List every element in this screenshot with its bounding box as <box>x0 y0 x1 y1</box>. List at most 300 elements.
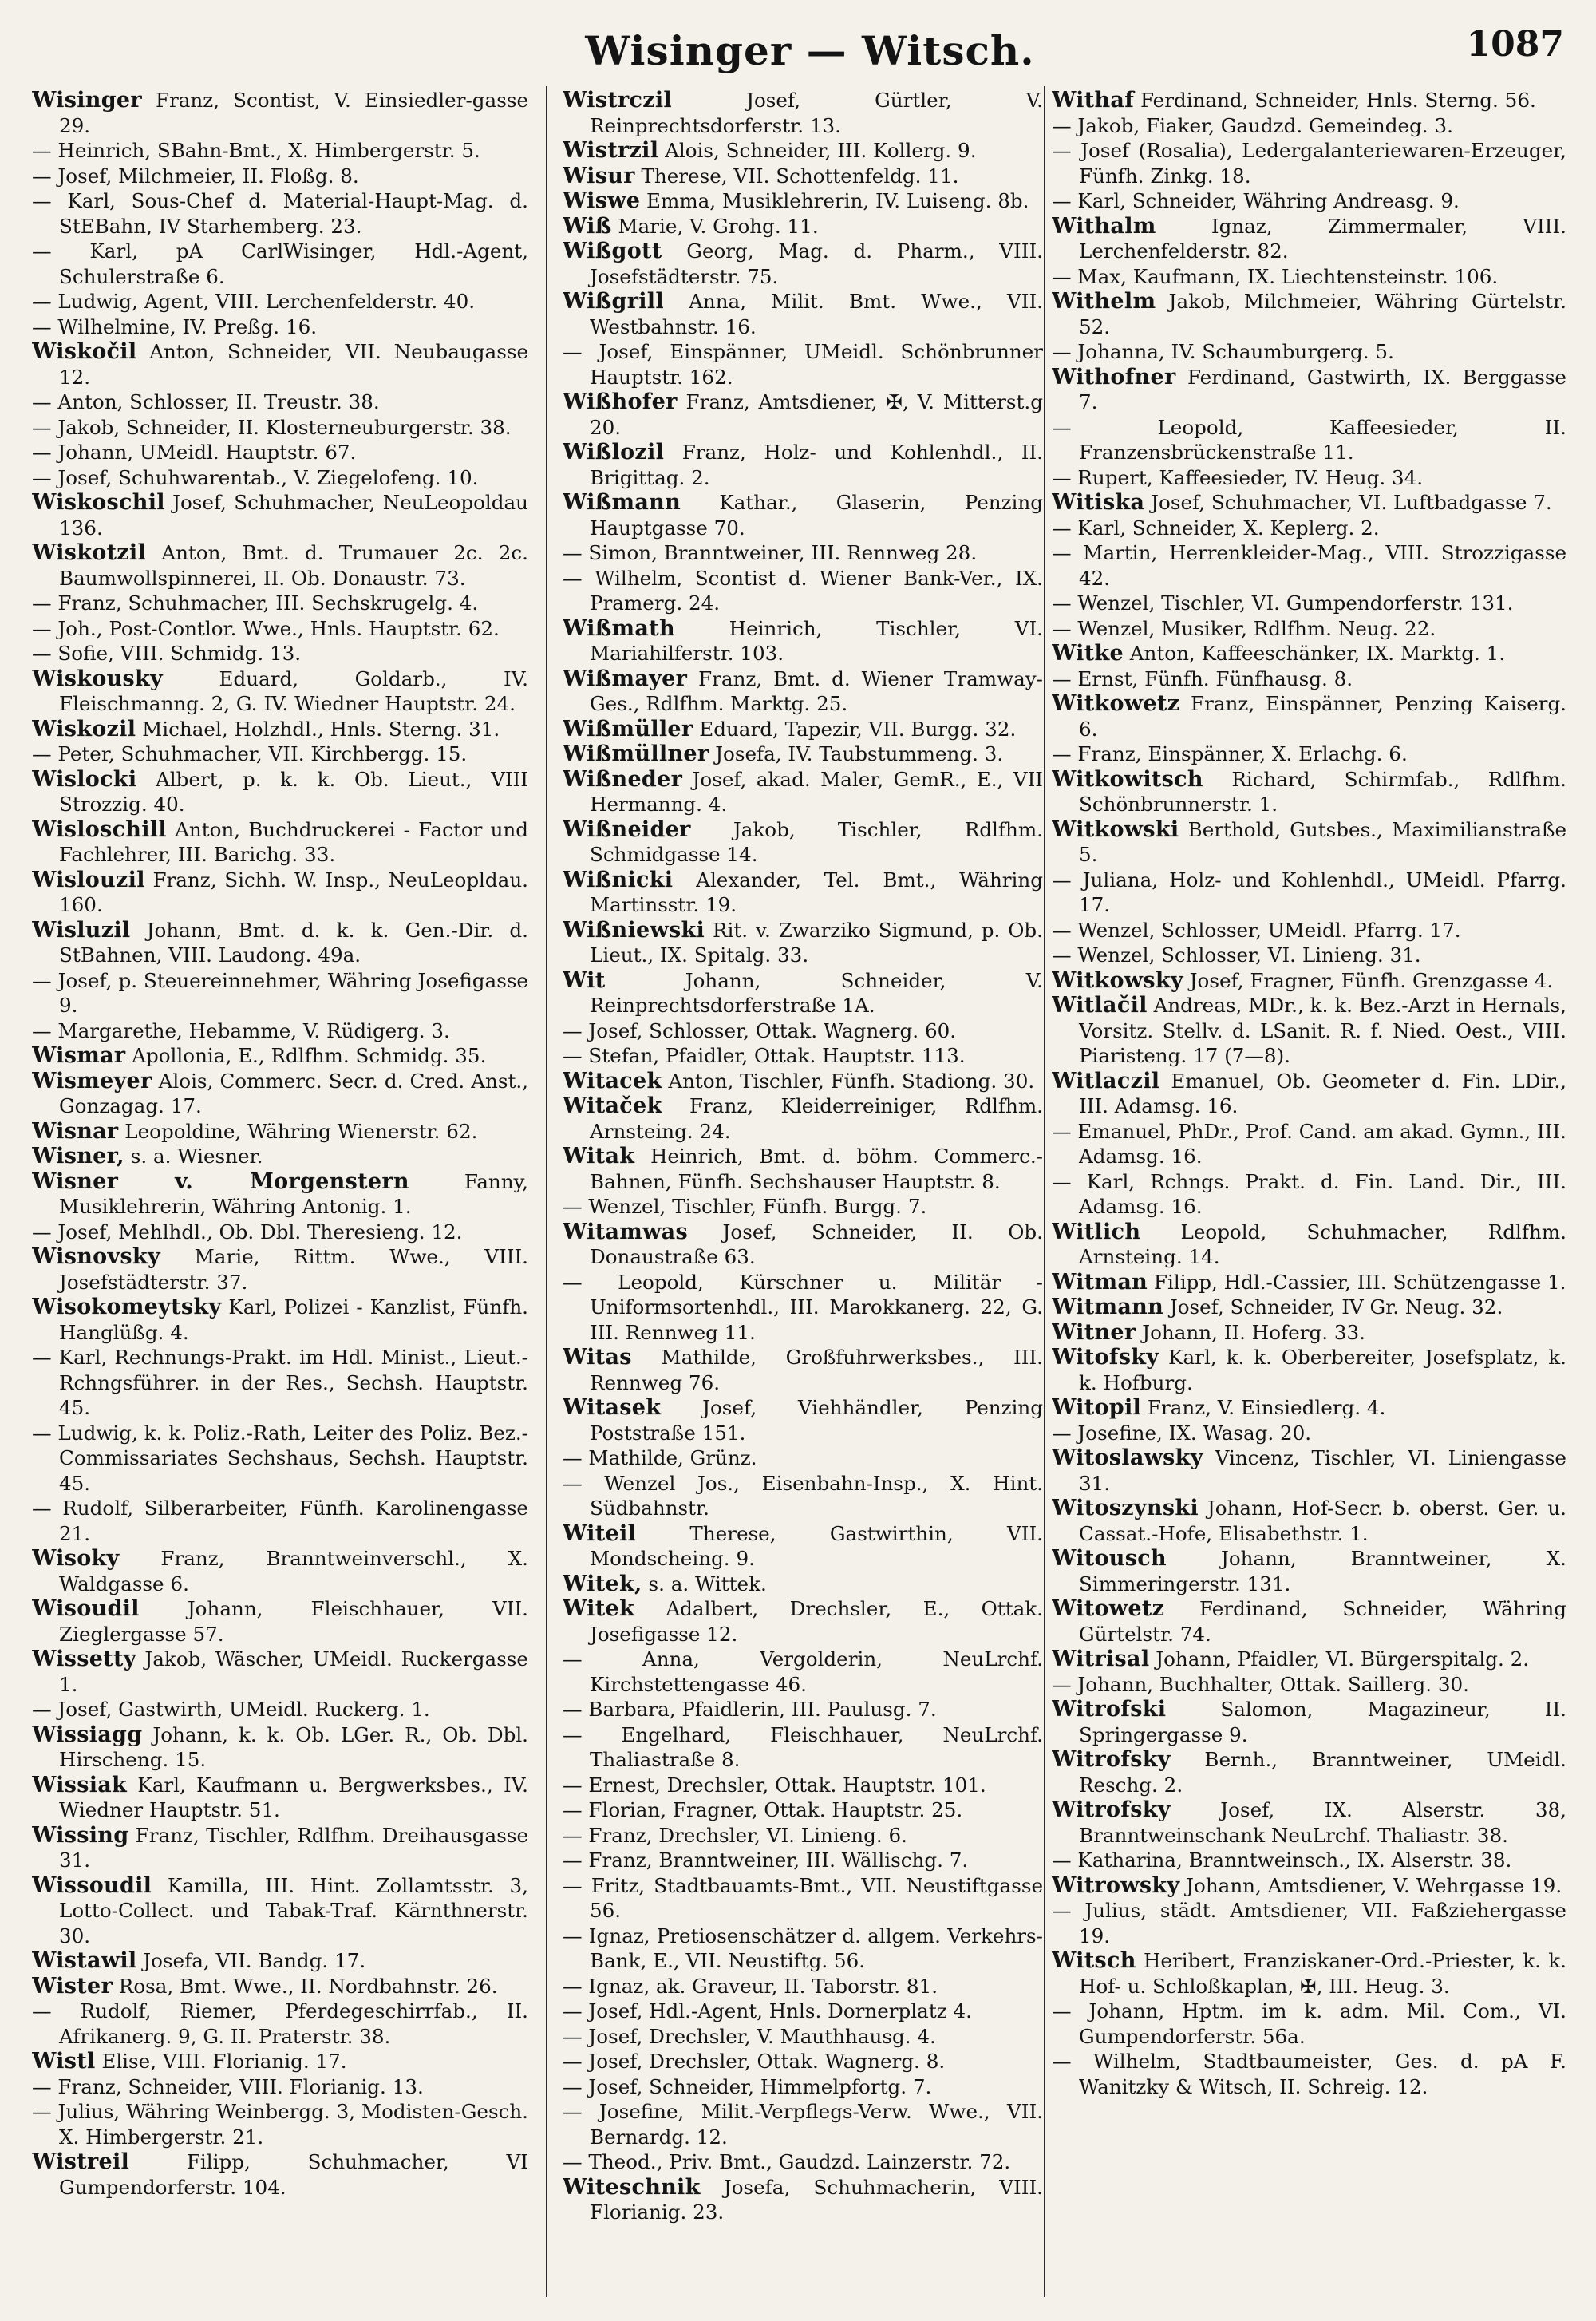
entry-details: Josef, Gürtler, V. Reinprechtsdorferstr. 13. <box>590 89 1043 137</box>
entry-details: Leopoldine, Währing Wienerstr. 62. <box>118 1119 478 1143</box>
entry-surname: Witak <box>563 1144 635 1168</box>
entry-details: — Josef, Schuhwarentab., V. Ziegelofeng. 10. <box>32 465 479 489</box>
entry-details: Jakob, Milchmeier, Währing Gürtelstr. 52. <box>1079 290 1566 338</box>
entry-details: — Florian, Fragner, Ottak. Hauptstr. 25. <box>563 1798 963 1821</box>
entry-details: Bernh., Branntweiner, UMeidl. Reschg. 2. <box>1079 1748 1566 1797</box>
entry-details: s. a. Wittek. <box>642 1572 767 1595</box>
entry-details: Ferdinand, Gastwirth, IX. Berggasse 7. <box>1079 365 1566 413</box>
entry-surname: Witke <box>1052 641 1124 666</box>
entry-details: — Fritz, Stadtbauamts-Bmt., VII. Neustiftgasse 56. <box>563 1873 1043 1922</box>
entry-details: Vincenz, Tischler, VI. Liniengasse 31. <box>1079 1446 1566 1495</box>
entry-details: Josef, akad. Maler, GemR., E., VII Hermanng. 4. <box>590 767 1043 816</box>
directory-entry <box>1052 1496 1566 1546</box>
entry-details: Anton, Kaffeeschänker, IX. Marktg. 1. <box>1123 642 1506 665</box>
directory-entry <box>1052 1270 1566 1295</box>
entry-surname: Witrofsky <box>1052 1747 1171 1772</box>
entry-details: — Josef, Einspänner, UMeidl. Schönbrunner Hauptstr. 162. <box>563 340 1043 389</box>
entry-surname: Wistl <box>32 2049 96 2074</box>
entry-details: Josefa, IV. Taubstummeng. 3. <box>709 742 1004 765</box>
directory-entry <box>32 1496 528 1546</box>
directory-entry <box>563 440 1043 490</box>
directory-entry <box>563 1797 1043 1823</box>
directory-entry <box>1052 1647 1566 1672</box>
entry-details: — Karl, Schneider, X. Keplerg. 2. <box>1052 516 1380 540</box>
entry-details: Ferdinand, Schneider, Hnls. Sterng. 56. <box>1134 89 1536 112</box>
entry-details: Franz, Kleiderreiniger, Rdlfhm. Arnsteing. 24. <box>590 1094 1043 1143</box>
entry-details: Anton, Buchdruckerei - Factor und Fachlehrer, III. Barichg. 33. <box>59 817 528 866</box>
directory-entry <box>563 968 1043 1018</box>
entry-details: Kathar., Glaserin, Penzing Hauptgasse 70. <box>590 491 1043 540</box>
entry-details: — Josef, Schneider, Himmelpfortg. 7. <box>563 2074 932 2098</box>
directory-entry <box>32 1144 528 1169</box>
directory-entry <box>563 339 1043 389</box>
entry-details: Emma, Musiklehrerin, IV. Luiseng. 8b. <box>640 189 1029 212</box>
directory-entry <box>32 868 528 918</box>
entry-details: — Wenzel, Tischler, VI. Gumpendorferstr. 131. <box>1052 591 1514 615</box>
entry-surname: Wisokomeytsky <box>32 1295 222 1319</box>
entry-details: Rit. v. Zwarziko Sigmund, p. Ob. Lieut., IX. Spitalg. 33. <box>590 918 1043 967</box>
directory-entry <box>32 440 528 465</box>
entry-surname: Witkowetz <box>1052 691 1180 716</box>
directory-entry <box>563 2149 1043 2175</box>
entry-surname: Wisoky <box>32 1546 120 1571</box>
entry-details: — Wenzel, Schlosser, VI. Linieng. 31. <box>1052 943 1421 967</box>
directory-entry <box>1052 641 1566 666</box>
entry-surname: Wislouzil <box>32 867 145 892</box>
entry-details: Therese, VII. Schottenfeldg. 11. <box>634 164 959 188</box>
directory-entry <box>1052 138 1566 188</box>
directory-entry <box>32 1697 528 1722</box>
directory-entry <box>32 641 528 666</box>
directory-entry <box>32 591 528 616</box>
entry-surname: Wisloschill <box>32 817 167 842</box>
directory-entry <box>32 767 528 817</box>
directory-entry <box>563 1999 1043 2024</box>
directory-entry <box>1052 214 1566 264</box>
directory-entry <box>32 490 528 540</box>
entry-details: — Franz, Schuhmacher, III. Sechskrugelg. 4. <box>32 591 479 615</box>
directory-entry <box>1052 490 1566 516</box>
entry-details: Johann, Bmt. d. k. k. Gen.-Dir. d. StBahnen, VIII. Laudong. 49a. <box>59 918 528 967</box>
directory-entry <box>1052 741 1566 767</box>
directory-entry <box>563 214 1043 239</box>
entry-surname: Withaf <box>1052 88 1135 113</box>
entry-details: — Franz, Einspänner, X. Erlachg. 6. <box>1052 742 1408 765</box>
directory-entry <box>563 918 1043 968</box>
entry-details: Josef, Schuhmacher, VI. Luftbadgasse 7. <box>1144 491 1552 514</box>
entry-details: Filipp, Schuhmacher, VI Gumpendorferstr. 104. <box>59 2150 528 2199</box>
entry-details: — Jakob, Fiaker, Gaudzd. Gemeindeg. 3. <box>1052 113 1453 137</box>
directory-entry <box>563 1596 1043 1647</box>
entry-details: — Franz, Drechsler, VI. Linieng. 6. <box>563 1823 907 1847</box>
entry-details: Anna, Milit. Bmt. Wwe., VII. Westbahnstr. 16. <box>590 290 1043 338</box>
directory-entry <box>1052 1395 1566 1421</box>
entry-details: Johann, II. Hoferg. 33. <box>1136 1320 1365 1344</box>
entry-details: Georg, Mag. d. Pharm., VIII. Josefstädterstr. 75. <box>590 239 1043 288</box>
entry-surname: Wißmüllner <box>563 741 709 766</box>
entry-details: Josef, Schuhmacher, NeuLeopoldau 136. <box>59 491 528 540</box>
directory-entry <box>32 138 528 164</box>
entry-details: — Leopold, Kaffeesieder, II. Franzensbrückenstraße 11. <box>1052 415 1566 464</box>
directory-entry <box>563 1773 1043 1798</box>
entry-details: — Josef, p. Steuereinnehmer, Währing Josefigasse 9. <box>32 968 528 1017</box>
entry-details: Johann, k. k. Ob. LGer. R., Ob. Dbl. Hirscheng. 15. <box>59 1722 528 1771</box>
directory-entry <box>563 2099 1043 2149</box>
directory-entry <box>1052 691 1566 741</box>
directory-entry <box>32 415 528 441</box>
entry-surname: Wisnovsky <box>32 1244 160 1269</box>
entry-surname: Wißneder <box>563 766 683 792</box>
entry-details: Heinrich, Bmt. d. böhm. Commerc.-Bahnen, Fünfh. Sechshauser Hauptstr. 8. <box>590 1145 1043 1193</box>
entry-surname: Wißneider <box>563 817 691 842</box>
directory-entry <box>563 289 1043 339</box>
entry-details: — Johann, Hptm. im k. adm. Mil. Com., VI. Gumpendorferstr. 56a. <box>1052 1999 1566 2048</box>
directory-entry <box>563 490 1043 540</box>
directory-entry <box>1052 1848 1566 1873</box>
entry-details: — Joh., Post-Contlor. Wwe., Hnls. Hauptstr. 62. <box>32 616 500 640</box>
directory-entry <box>32 1220 528 1245</box>
directory-entry <box>32 1999 528 2049</box>
directory-entry <box>32 1948 528 1974</box>
entry-surname: Witek <box>563 1596 634 1621</box>
directory-entry <box>563 1395 1043 1445</box>
entry-details: Adalbert, Drechsler, E., Ottak. Josefigasse 12. <box>590 1597 1043 1646</box>
directory-entry <box>563 817 1043 868</box>
entry-surname: Wißniewski <box>563 917 705 943</box>
entry-details: Karl, k. k. Oberbereiter, Josefsplatz, k. k. Hofburg. <box>1079 1346 1566 1394</box>
directory-entry <box>563 1924 1043 1974</box>
entry-surname: Wisinger <box>32 88 142 113</box>
entry-surname: Wissoudil <box>32 1872 152 1898</box>
entry-details: Ignaz, Zimmermaler, VIII. Lerchenfelderstr. 82. <box>1079 214 1566 263</box>
directory-entry <box>563 1873 1043 1924</box>
entry-surname: Wistrczil <box>563 88 672 113</box>
entry-surname: Witofsky <box>1052 1345 1159 1370</box>
entry-details: — Josef, Milchmeier, II. Floßg. 8. <box>32 164 359 188</box>
directory-entry <box>32 2149 528 2200</box>
entry-details: Alois, Schneider, III. Kollerg. 9. <box>658 139 977 162</box>
directory-entry <box>32 2099 528 2149</box>
entry-details: Therese, Gastwirthin, VII. Mondscheing. 9. <box>590 1521 1043 1570</box>
directory-entry <box>32 164 528 189</box>
entry-details: — Anna, Vergolderin, NeuLrchf. Kirchstettengasse 46. <box>563 1647 1043 1696</box>
entry-surname: Witousch <box>1052 1546 1167 1571</box>
entry-surname: Witlaczil <box>1052 1068 1160 1093</box>
entry-surname: Witner <box>1052 1319 1136 1345</box>
directory-entry <box>563 868 1043 918</box>
entry-details: Emanuel, Ob. Geometer d. Fin. LDir., III. Adamsg. 16. <box>1079 1069 1566 1117</box>
page-number: 1087 <box>1466 24 1564 65</box>
entry-details: — Katharina, Branntweinsch., IX. Alserstr. 38. <box>1052 1848 1512 1872</box>
entry-surname: Withelm <box>1052 289 1156 314</box>
entry-details: Eduard, Goldarb., IV. Fleischmanng. 2, G. IV. Wiedner Hauptstr. 24. <box>59 666 528 715</box>
directory-entry <box>1052 415 1566 465</box>
entry-details: — Wilhelmine, IV. Preßg. 16. <box>32 314 318 338</box>
entry-details: Elise, VIII. Florianig. 17. <box>95 2050 347 2073</box>
directory-entry <box>32 1244 528 1295</box>
entry-details: — Margarethe, Hebamme, V. Rüdigerg. 3. <box>32 1018 450 1042</box>
entry-details: — Rudolf, Silberarbeiter, Fünfh. Karolinengasse 21. <box>32 1497 528 1545</box>
entry-surname: Witopil <box>1052 1395 1142 1420</box>
entry-surname: Wit <box>563 967 606 993</box>
directory-entry <box>563 1018 1043 1044</box>
entry-surname: Witrisal <box>1052 1647 1150 1671</box>
entry-surname: Witaček <box>563 1093 662 1118</box>
directory-entry <box>1052 289 1566 339</box>
directory-entry <box>563 1345 1043 1395</box>
entry-details: Josef, Schneider, II. Ob. Donaustraße 63. <box>590 1220 1043 1268</box>
directory-entry <box>1052 365 1566 415</box>
entry-surname: Wißhofer <box>563 389 678 414</box>
entry-surname: Wiß <box>563 213 612 239</box>
entry-surname: Witek, <box>563 1571 642 1596</box>
directory-entry <box>1052 1345 1566 1395</box>
directory-entry <box>32 1722 528 1773</box>
entry-details: Franz, Bmt. d. Wiener Tramway-Ges., Rdlfhm. Marktg. 25. <box>590 666 1043 715</box>
entry-details: Franz, Branntweinverschl., X. Waldgasse 6. <box>59 1547 528 1595</box>
directory-entry <box>32 289 528 314</box>
directory-entry <box>1052 2049 1566 2099</box>
entry-surname: Wisoudil <box>32 1596 140 1621</box>
entry-details: Franz, Sichh. W. Insp., NeuLeopldau. 160. <box>59 868 528 916</box>
directory-entry <box>1052 1421 1566 1446</box>
entry-details: Marie, V. Grohg. 11. <box>611 214 819 238</box>
directory-entry <box>563 741 1043 767</box>
entry-details: Karl, Kaufmann u. Bergwerksbes., IV. Wiedner Hauptstr. 51. <box>59 1773 528 1821</box>
entry-details: — Karl, Schneider, Währing Andreasg. 9. <box>1052 189 1460 212</box>
entry-details: — Franz, Schneider, VIII. Florianig. 13. <box>32 2074 424 2098</box>
column-1 <box>32 88 528 2315</box>
directory-entry <box>1052 339 1566 365</box>
directory-entry <box>1052 1445 1566 1496</box>
running-title: Wisinger — Witsch. <box>585 27 1035 74</box>
directory-entry <box>32 540 528 591</box>
directory-entry <box>32 741 528 767</box>
directory-entry <box>563 666 1043 717</box>
directory-entry <box>32 465 528 491</box>
entry-surname: Wislocki <box>32 766 137 792</box>
entry-details: Karl, Polizei - Kanzlist, Fünfh. Hanglüßg. 4. <box>59 1295 528 1344</box>
entry-surname: Witasek <box>563 1395 662 1420</box>
entry-details: — Anton, Schlosser, II. Treustr. 38. <box>32 390 380 413</box>
entry-details: Anton, Schneider, VII. Neubaugasse 12. <box>59 340 528 389</box>
directory-entry <box>1052 1220 1566 1270</box>
entry-details: — Johann, UMeidl. Hauptstr. 67. <box>32 441 357 464</box>
entry-details: s. a. Wiesner. <box>124 1145 263 1168</box>
entry-surname: Witrofsky <box>1052 1797 1171 1822</box>
directory-entry <box>1052 1999 1566 2049</box>
directory-entry <box>563 717 1043 742</box>
entry-surname: Wismar <box>32 1043 126 1068</box>
entry-surname: Witkowitsch <box>1052 766 1203 792</box>
column-2 <box>563 88 1043 2315</box>
entry-details: Andreas, MDr., k. k. Bez.-Arzt in Hernals, Vorsitz. Stellv. d. LSanit. R. f. Nied. Oest., VIII. Piaristeng. 17 (7—8). <box>1079 994 1566 1067</box>
entry-surname: Wiskozil <box>32 716 136 741</box>
directory-entry <box>1052 1948 1566 1999</box>
entry-details: Alexander, Tel. Bmt., Währing Martinsstr. 19. <box>590 868 1043 916</box>
directory-entry <box>1052 1898 1566 1948</box>
directory-entry <box>563 239 1043 289</box>
entry-surname: Wister <box>32 1973 113 1999</box>
directory-entry <box>1052 1320 1566 1346</box>
page-header <box>56 24 1564 88</box>
entry-surname: Wistrzil <box>563 138 659 163</box>
entry-details: — Josef, Schlosser, Ottak. Wagnerg. 60. <box>563 1018 957 1042</box>
entry-details: Josefa, Schuhmacherin, VIII. Florianig. 23. <box>590 2175 1043 2224</box>
entry-details: — Franz, Branntweiner, III. Wällischg. 7. <box>563 1848 969 1872</box>
entry-details: — Josefine, Milit.-Verpflegs-Verw. Wwe., VII. Bernardg. 12. <box>563 2100 1043 2149</box>
entry-details: Franz, V. Einsiedlerg. 4. <box>1141 1396 1386 1419</box>
directory-entry <box>563 1069 1043 1094</box>
entry-details: Johann, Amtsdiener, V. Wehrgasse 19. <box>1179 1873 1562 1897</box>
entry-surname: Witeil <box>563 1520 637 1546</box>
directory-entry <box>32 1873 528 1949</box>
directory-entry <box>32 1596 528 1647</box>
directory-entry <box>1052 767 1566 817</box>
entry-details: Josefa, VII. Bandg. 17. <box>136 1949 366 1972</box>
directory-entry <box>32 314 528 340</box>
directory-entry <box>563 1093 1043 1144</box>
entry-details: — Juliana, Holz- und Kohlenhdl., UMeidl. Pfarrg. 17. <box>1052 868 1566 916</box>
entry-details: — Karl, Rchngs. Prakt. d. Fin. Land. Dir., III. Adamsg. 16. <box>1052 1169 1566 1218</box>
directory-entry <box>563 1848 1043 1873</box>
entry-details: — Wilhelm, Stadtbaumeister, Ges. d. pA F. Wanitzky & Witsch, II. Schreig. 12. <box>1052 2050 1566 2098</box>
directory-entry <box>563 566 1043 616</box>
entry-surname: Withofner <box>1052 364 1176 389</box>
directory-entry <box>563 1521 1043 1572</box>
directory-entry <box>32 2049 528 2074</box>
entry-details: — Jakob, Schneider, II. Klosterneuburgerstr. 38. <box>32 415 512 439</box>
entry-surname: Wisluzil <box>32 917 131 943</box>
entry-details: Josef, Fragner, Fünfh. Grenzgasse 4. <box>1183 968 1554 992</box>
entry-surname: Witeschnik <box>563 2174 701 2200</box>
entry-details: — Theod., Priv. Bmt., Gaudzd. Lainzerstr. 72. <box>563 2150 1011 2173</box>
entry-details: Johann, Pfaidler, VI. Bürgerspitalg. 2. <box>1149 1647 1530 1671</box>
entry-details: Fanny, Musiklehrerin, Währing Antonig. 1. <box>59 1169 528 1218</box>
entry-details: Jakob, Tischler, Rdlfhm. Schmidgasse 14. <box>590 817 1043 866</box>
directory-entry <box>1052 516 1566 541</box>
directory-entry <box>1052 1596 1566 1647</box>
entry-details: — Wenzel, Schlosser, UMeidl. Pfarrg. 17. <box>1052 918 1461 942</box>
entry-surname: Witrofski <box>1052 1697 1167 1722</box>
directory-entry <box>1052 1546 1566 1596</box>
directory-entry <box>32 918 528 968</box>
directory-entry <box>563 767 1043 817</box>
directory-entry <box>1052 113 1566 139</box>
entry-details: Anton, Tischler, Fünfh. Stadiong. 30. <box>662 1069 1035 1093</box>
entry-surname: Wißmüller <box>563 716 693 741</box>
directory-entry <box>563 1722 1043 1773</box>
entry-surname: Witoszynski <box>1052 1496 1199 1520</box>
directory-entry <box>1052 817 1566 868</box>
entry-details: Albert, p. k. k. Ob. Lieut., VIII Strozzig. 40. <box>59 767 528 816</box>
directory-entry <box>32 1546 528 1596</box>
directory-entry <box>563 616 1043 666</box>
entry-details: — Wenzel, Musiker, Rdlfhm. Neug. 22. <box>1052 616 1436 640</box>
column-rule <box>546 86 547 2297</box>
entry-surname: Wiskočil <box>32 339 137 364</box>
directory-entry <box>563 188 1043 214</box>
directory-entry <box>1052 264 1566 290</box>
entry-details: Filipp, Hdl.-Cassier, III. Schützengasse 1. <box>1148 1270 1566 1294</box>
entry-surname: Wißgott <box>563 239 662 263</box>
entry-details: Johann, Schneider, V. Reinprechtsdorferstraße 1A. <box>590 968 1043 1017</box>
entry-details: — Ernest, Drechsler, Ottak. Hauptstr. 101. <box>563 1773 986 1797</box>
entry-surname: Wiskousky <box>32 666 163 691</box>
directory-entry <box>32 2074 528 2100</box>
entry-surname: Wißmayer <box>563 666 688 691</box>
directory-entry <box>1052 1747 1566 1797</box>
directory-entry <box>32 1043 528 1069</box>
entry-surname: Witmann <box>1052 1295 1164 1319</box>
directory-entry <box>1052 918 1566 943</box>
entry-surname: Witacek <box>563 1068 662 1093</box>
entry-details: Jakob, Wäscher, UMeidl. Ruckergasse 1. <box>59 1647 528 1696</box>
entry-details: — Max, Kaufmann, IX. Liechtensteinstr. 106. <box>1052 264 1499 288</box>
entry-details: — Josef, Mehlhdl., Ob. Dbl. Theresieng. 12. <box>32 1220 463 1244</box>
entry-details: Michael, Holzhdl., Hnls. Sterng. 31. <box>136 717 500 741</box>
entry-details: — Johann, Buchhalter, Ottak. Saillerg. 30. <box>1052 1672 1469 1696</box>
entry-surname: Wiswe <box>563 188 641 213</box>
entry-surname: Wissiagg <box>32 1722 143 1747</box>
directory-entry <box>32 88 528 138</box>
directory-entry <box>32 1974 528 1999</box>
entry-details: — Julius, Währing Weinbergg. 3, Modisten-Gesch. X. Himbergerstr. 21. <box>32 2100 528 2149</box>
entry-surname: Wisner v. Morgenstern <box>32 1168 409 1194</box>
directory-entry <box>563 164 1043 189</box>
entry-surname: Wisnar <box>32 1118 119 1144</box>
entry-surname: Wismeyer <box>32 1068 152 1093</box>
entry-details: Franz, Amtsdiener, ✠, V. Mitterst.g 20. <box>590 390 1043 439</box>
directory-entry <box>32 1119 528 1145</box>
column-rule <box>1044 86 1045 2297</box>
entry-details: — Ernst, Fünfh. Fünfhausg. 8. <box>1052 666 1353 690</box>
entry-details: — Josef, Drechsler, V. Mauthhausg. 4. <box>563 2024 936 2048</box>
directory-entry <box>563 1572 1043 1597</box>
directory-entry <box>1052 465 1566 491</box>
entry-surname: Wissing <box>32 1822 129 1848</box>
directory-entry <box>563 1471 1043 1521</box>
entry-details: — Karl, pA CarlWisinger, Hdl.-Agent, Schulerstraße 6. <box>32 239 528 288</box>
entry-details: Johann, Fleischhauer, VII. Zieglergasse 57. <box>59 1597 528 1646</box>
entry-details: — Stefan, Pfaidler, Ottak. Hauptstr. 113. <box>563 1044 966 1067</box>
entry-surname: Witkowsky <box>1052 967 1183 993</box>
entry-surname: Witoslawsky <box>1052 1445 1203 1470</box>
directory-entry <box>32 1421 528 1497</box>
directory-entry <box>32 1069 528 1119</box>
entry-surname: Witamwas <box>563 1219 688 1244</box>
entry-details: — Karl, Sous-Chef d. Material-Haupt-Mag. d. StEBahn, IV Starhemberg. 23. <box>32 189 528 238</box>
directory-entry <box>32 1345 528 1421</box>
entry-surname: Witas <box>563 1345 632 1370</box>
entry-surname: Wistreil <box>32 2149 130 2174</box>
entry-details: Johann, Branntweiner, X. Simmeringerstr. 131. <box>1079 1547 1566 1595</box>
column-3 <box>1052 88 1566 2315</box>
directory-entry <box>1052 1169 1566 1220</box>
entry-details: — Ludwig, Agent, VIII. Lerchenfelderstr. 40. <box>32 290 476 313</box>
directory-entry <box>563 1270 1043 1346</box>
directory-entry <box>563 2024 1043 2050</box>
directory-entry <box>1052 943 1566 968</box>
directory-entry <box>563 1823 1043 1848</box>
entry-surname: Witlačil <box>1052 993 1148 1018</box>
entry-details: Leopold, Schuhmacher, Rdlfhm. Arnsteing. 14. <box>1079 1220 1566 1268</box>
entry-details: — Josef, Drechsler, Ottak. Wagnerg. 8. <box>563 2050 946 2073</box>
entry-surname: Witsch <box>1052 1948 1136 1973</box>
entry-details: Richard, Schirmfab., Rdlfhm. Schönbrunnerstr. 1. <box>1079 767 1566 816</box>
directory-entry <box>563 138 1043 164</box>
entry-details: — Karl, Rechnungs-Prakt. im Hdl. Minist., Lieut.-Rchngsführer. in der Res., Sechsh. Hauptstr. 45. <box>32 1346 528 1419</box>
